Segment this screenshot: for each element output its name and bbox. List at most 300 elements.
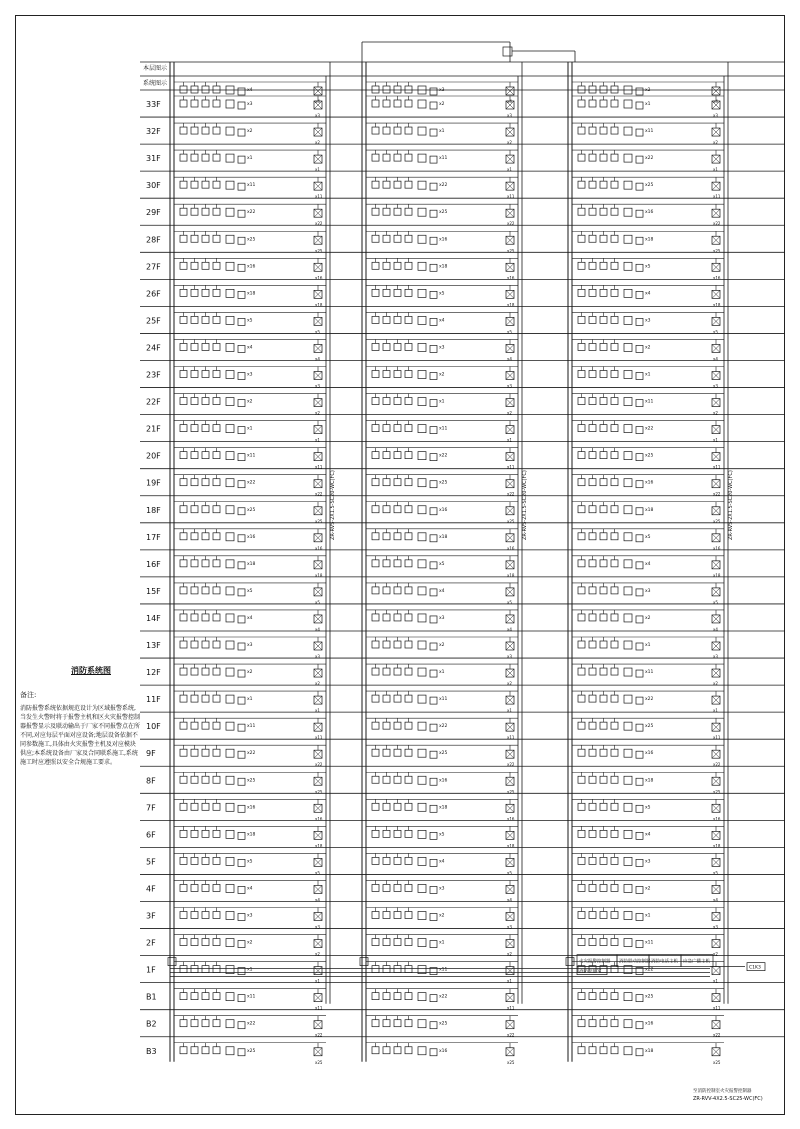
- device-code: x11: [247, 724, 256, 730]
- device-code: x2: [315, 681, 320, 687]
- module-icon: [418, 1047, 426, 1055]
- floor-label-10f: 10F: [146, 722, 161, 732]
- module-icon: [430, 427, 437, 434]
- detector-icon: [405, 398, 412, 405]
- detector-icon: [372, 1047, 379, 1054]
- device-code: x22: [247, 480, 256, 486]
- detector-icon: [180, 912, 187, 919]
- device-row: [366, 745, 518, 767]
- module-icon: [418, 722, 426, 730]
- device-code: x22: [507, 221, 515, 227]
- module-icon: [636, 995, 643, 1002]
- device-row: [366, 583, 518, 605]
- detector-icon: [600, 452, 607, 459]
- module-icon: [226, 100, 234, 108]
- detector-icon: [191, 506, 198, 513]
- module-icon: [238, 859, 245, 866]
- module-icon: [636, 859, 643, 866]
- floor-label-1f: 1F: [146, 965, 156, 975]
- detector-icon: [191, 371, 198, 378]
- detector-icon: [394, 641, 401, 648]
- device-code: x3: [315, 113, 320, 118]
- detector-icon: [589, 506, 596, 513]
- detector-icon: [394, 912, 401, 919]
- module-icon: [418, 749, 426, 757]
- module-icon: [430, 508, 437, 515]
- module-icon: [636, 535, 643, 542]
- device-code: x3: [645, 859, 651, 865]
- device-row: [174, 123, 326, 145]
- module-icon: [238, 805, 245, 812]
- device-code: x2: [713, 140, 718, 146]
- detector-icon: [611, 614, 618, 621]
- device-row: [572, 853, 724, 875]
- detector-icon: [394, 587, 401, 594]
- detector-icon: [589, 479, 596, 486]
- detector-icon: [394, 1047, 401, 1054]
- detector-icon: [372, 316, 379, 323]
- module-icon: [238, 102, 245, 109]
- device-code: x16: [247, 264, 256, 270]
- device-row: [366, 339, 518, 361]
- floor-label-b2: B2: [146, 1019, 157, 1029]
- device-code: x3: [315, 654, 320, 659]
- detector-icon: [589, 993, 596, 1000]
- module-icon: [624, 803, 632, 811]
- device-row: [572, 799, 724, 821]
- detector-icon: [578, 776, 585, 783]
- device-row: [366, 908, 518, 930]
- detector-icon: [578, 857, 585, 864]
- detector-icon: [180, 289, 187, 296]
- floor-label-13f: 13F: [146, 641, 161, 650]
- detector-icon: [611, 830, 618, 837]
- detector-icon: [383, 208, 390, 215]
- device-code: x3: [507, 924, 512, 930]
- detector-icon: [213, 939, 220, 946]
- detector-icon: [383, 86, 390, 93]
- detector-icon: [405, 100, 412, 107]
- device-code: x16: [507, 545, 515, 551]
- module-icon: [430, 129, 437, 136]
- device-row: [174, 908, 326, 930]
- device-code: x18: [439, 805, 448, 811]
- module-icon: [624, 100, 632, 108]
- detector-icon: [589, 641, 596, 648]
- detector-icon: [578, 614, 585, 621]
- device-row: [174, 204, 326, 226]
- detector-icon: [405, 939, 412, 946]
- detector-icon: [180, 614, 187, 621]
- device-row: [572, 150, 724, 172]
- detector-icon: [383, 966, 390, 973]
- detector-icon: [611, 262, 618, 269]
- detector-icon: [405, 641, 412, 648]
- detector-icon: [372, 614, 379, 621]
- detector-icon: [383, 722, 390, 729]
- device-code: x11: [315, 1005, 323, 1011]
- detector-icon: [383, 154, 390, 161]
- device-code: x5: [713, 329, 718, 335]
- device-code: x18: [645, 237, 654, 243]
- device-code: x5: [439, 832, 445, 838]
- detector-icon: [589, 857, 596, 864]
- detector-icon: [405, 776, 412, 783]
- detector-icon: [394, 479, 401, 486]
- device-code: x2: [645, 345, 651, 351]
- module-icon: [226, 939, 234, 947]
- module-icon: [226, 641, 234, 649]
- detector-icon: [213, 668, 220, 675]
- device-code: x3: [713, 113, 718, 118]
- detector-icon: [611, 641, 618, 648]
- device-row: [366, 718, 518, 740]
- device-code: x4: [507, 626, 512, 632]
- riser-column-2: [360, 62, 528, 1065]
- device-row: [174, 339, 326, 361]
- module-icon: [624, 371, 632, 379]
- detector-icon: [578, 289, 585, 296]
- detector-icon: [600, 803, 607, 810]
- device-code: x1: [247, 967, 253, 973]
- module-icon: [624, 993, 632, 1001]
- device-code: x22: [315, 221, 323, 227]
- module-icon: [418, 506, 426, 514]
- module-icon: [418, 208, 426, 216]
- device-code: x4: [507, 897, 512, 903]
- module-icon: [430, 1022, 437, 1029]
- detector-icon: [578, 560, 585, 567]
- module-icon: [418, 262, 426, 270]
- device-code: x11: [315, 735, 323, 741]
- module-icon: [430, 535, 437, 542]
- detector-icon: [202, 506, 209, 513]
- detector-icon: [394, 533, 401, 540]
- module-icon: [636, 589, 643, 596]
- module-icon: [238, 832, 245, 839]
- detector-icon: [589, 587, 596, 594]
- device-code: x16: [439, 778, 448, 784]
- detector-icon: [202, 560, 209, 567]
- device-row: [366, 177, 518, 199]
- detector-icon: [611, 1020, 618, 1027]
- detector-icon: [202, 722, 209, 729]
- detector-icon: [394, 830, 401, 837]
- detector-icon: [578, 939, 585, 946]
- detector-icon: [578, 343, 585, 350]
- detector-icon: [180, 479, 187, 486]
- module-icon: [636, 778, 643, 785]
- detector-icon: [191, 857, 198, 864]
- module-icon: [238, 183, 245, 190]
- detector-icon: [611, 803, 618, 810]
- module-icon: [418, 316, 426, 324]
- device-code: x11: [507, 1005, 515, 1011]
- device-row: [366, 448, 518, 470]
- device-code: x3: [247, 372, 253, 378]
- detector-icon: [372, 939, 379, 946]
- detector-icon: [611, 479, 618, 486]
- detector-icon: [611, 154, 618, 161]
- device-code: x22: [439, 724, 448, 730]
- module-icon: [418, 343, 426, 351]
- device-row: [174, 772, 326, 794]
- device-row: [572, 664, 724, 686]
- detector-icon: [600, 425, 607, 432]
- detector-icon: [191, 641, 198, 648]
- detector-icon: [589, 100, 596, 107]
- detector-icon: [578, 1020, 585, 1027]
- control-box-label-4: 应急广播主机: [683, 959, 710, 965]
- detector-icon: [180, 749, 187, 756]
- device-row: [174, 799, 326, 821]
- detector-icon: [394, 452, 401, 459]
- device-row: [572, 772, 724, 794]
- device-code: x2: [315, 410, 320, 416]
- detector-icon: [589, 1020, 596, 1027]
- detector-icon: [213, 1020, 220, 1027]
- detector-icon: [578, 316, 585, 323]
- device-row: [366, 853, 518, 875]
- detector-icon: [180, 776, 187, 783]
- device-code: x2: [713, 951, 718, 957]
- device-code: x18: [713, 843, 721, 849]
- device-code: x4: [439, 318, 445, 324]
- device-code: x4: [713, 626, 718, 632]
- floor-label-31f: 31F: [146, 154, 161, 164]
- module-icon: [430, 616, 437, 623]
- detector-icon: [600, 560, 607, 567]
- module-icon: [238, 373, 245, 380]
- device-row: [366, 664, 518, 686]
- detector-icon: [600, 343, 607, 350]
- floor-label-11f: 11F: [146, 695, 161, 705]
- device-row: [572, 529, 724, 551]
- detector-icon: [180, 560, 187, 567]
- device-row: [366, 394, 518, 416]
- detector-icon: [600, 668, 607, 675]
- module-icon: [418, 398, 426, 406]
- device-row: [174, 853, 326, 875]
- device-code: x16: [507, 275, 515, 281]
- detector-icon: [383, 316, 390, 323]
- detector-icon: [589, 722, 596, 729]
- device-code: x18: [247, 561, 256, 567]
- detector-icon: [202, 966, 209, 973]
- detector-icon: [589, 533, 596, 540]
- device-code: x22: [507, 762, 515, 768]
- device-row: [366, 826, 518, 848]
- module-icon: [430, 589, 437, 596]
- detector-icon: [589, 776, 596, 783]
- device-code: x11: [439, 156, 448, 162]
- device-code: x22: [645, 156, 654, 162]
- module-icon: [624, 1047, 632, 1055]
- detector-icon: [611, 235, 618, 242]
- bottom-equipment: [170, 42, 765, 1102]
- device-code: x11: [507, 464, 515, 470]
- detector-icon: [394, 884, 401, 891]
- device-code: x22: [507, 491, 515, 497]
- detector-icon: [191, 993, 198, 1000]
- module-icon: [624, 506, 632, 514]
- detector-icon: [372, 749, 379, 756]
- device-row: [366, 556, 518, 578]
- device-code: x16: [315, 275, 323, 281]
- device-code: x11: [713, 464, 721, 470]
- detector-icon: [394, 1020, 401, 1027]
- floor-grid: [140, 62, 785, 1037]
- detector-icon: [589, 262, 596, 269]
- module-icon: [624, 722, 632, 730]
- detector-icon: [372, 912, 379, 919]
- detector-icon: [383, 830, 390, 837]
- detector-icon: [600, 1047, 607, 1054]
- device-code: x4: [247, 615, 253, 621]
- device-code: x2: [439, 643, 445, 648]
- module-icon: [636, 1022, 643, 1029]
- module-icon: [226, 884, 234, 892]
- module-icon: [418, 452, 426, 460]
- module-icon: [418, 533, 426, 541]
- device-code: x16: [713, 545, 721, 551]
- detector-icon: [191, 668, 198, 675]
- detector-icon: [180, 668, 187, 675]
- detector-icon: [589, 912, 596, 919]
- detector-icon: [180, 641, 187, 648]
- detector-icon: [600, 208, 607, 215]
- detector-icon: [372, 452, 379, 459]
- device-code: x16: [645, 751, 654, 757]
- detector-icon: [191, 127, 198, 134]
- device-code: x2: [439, 102, 445, 107]
- device-code: x4: [247, 88, 253, 93]
- detector-icon: [589, 343, 596, 350]
- module-icon: [418, 235, 426, 243]
- device-row: [174, 610, 326, 632]
- detector-icon: [213, 316, 220, 323]
- device-code: x22: [247, 1021, 256, 1027]
- detector-icon: [600, 776, 607, 783]
- module-icon: [636, 102, 643, 109]
- module-icon: [418, 803, 426, 811]
- device-code: x3: [247, 102, 253, 107]
- detector-icon: [191, 587, 198, 594]
- detector-icon: [611, 506, 618, 513]
- device-code: x25: [315, 789, 323, 795]
- detector-icon: [405, 235, 412, 242]
- module-icon: [636, 129, 643, 136]
- device-row: [174, 448, 326, 470]
- header-label-system: 系统图示: [143, 80, 168, 87]
- device-code: x25: [507, 248, 515, 254]
- device-code: x11: [713, 735, 721, 741]
- module-icon: [226, 1047, 234, 1055]
- module-icon: [418, 587, 426, 595]
- device-code: x2: [247, 670, 253, 676]
- module-icon: [430, 778, 437, 785]
- detector-icon: [405, 181, 412, 188]
- device-code: x11: [645, 670, 654, 676]
- device-row: [174, 231, 326, 253]
- detector-icon: [372, 398, 379, 405]
- detector-icon: [213, 993, 220, 1000]
- detector-icon: [600, 614, 607, 621]
- device-code: x4: [315, 99, 320, 104]
- device-code: x22: [247, 751, 256, 757]
- detector-icon: [191, 262, 198, 269]
- detector-icon: [372, 86, 379, 93]
- device-code: x18: [645, 507, 654, 513]
- device-code: x11: [507, 735, 515, 741]
- detector-icon: [394, 668, 401, 675]
- device-code: x4: [439, 859, 445, 865]
- detector-icon: [589, 452, 596, 459]
- detector-icon: [213, 425, 220, 432]
- device-code: x5: [439, 291, 445, 297]
- detector-icon: [383, 371, 390, 378]
- bottom-caption: 至消防控制室火灾报警控制器: [693, 1089, 752, 1094]
- detector-icon: [394, 722, 401, 729]
- detector-icon: [191, 614, 198, 621]
- detector-icon: [600, 154, 607, 161]
- module-icon: [226, 668, 234, 676]
- device-code: x2: [713, 681, 718, 687]
- module-icon: [430, 345, 437, 352]
- detector-icon: [191, 830, 198, 837]
- module-icon: [418, 425, 426, 433]
- device-code: x1: [247, 156, 253, 162]
- detector-icon: [202, 884, 209, 891]
- device-code: x11: [439, 967, 448, 973]
- device-row: [572, 339, 724, 361]
- detector-icon: [191, 722, 198, 729]
- device-row: [174, 880, 326, 902]
- device-code: x16: [315, 816, 323, 822]
- module-icon: [418, 857, 426, 865]
- detector-icon: [383, 506, 390, 513]
- detector-icon: [180, 262, 187, 269]
- module-icon: [636, 481, 643, 488]
- detector-icon: [191, 884, 198, 891]
- module-icon: [226, 695, 234, 703]
- module-icon: [418, 154, 426, 162]
- module-icon: [430, 264, 437, 271]
- detector-icon: [611, 668, 618, 675]
- detector-icon: [191, 749, 198, 756]
- detector-icon: [202, 939, 209, 946]
- detector-icon: [372, 262, 379, 269]
- device-row: [572, 1016, 724, 1038]
- module-icon: [430, 156, 437, 163]
- device-row: [174, 556, 326, 578]
- detector-icon: [213, 912, 220, 919]
- device-code: x3: [645, 588, 651, 594]
- device-code: x18: [439, 264, 448, 270]
- module-icon: [430, 832, 437, 839]
- detector-icon: [394, 100, 401, 107]
- detector-icon: [202, 857, 209, 864]
- device-row: [572, 583, 724, 605]
- device-code: x25: [247, 1048, 256, 1054]
- module-icon: [430, 859, 437, 866]
- device-code: x5: [247, 859, 253, 865]
- detector-icon: [213, 208, 220, 215]
- module-icon: [636, 697, 643, 704]
- module-icon: [624, 262, 632, 270]
- detector-icon: [405, 289, 412, 296]
- detector-icon: [213, 749, 220, 756]
